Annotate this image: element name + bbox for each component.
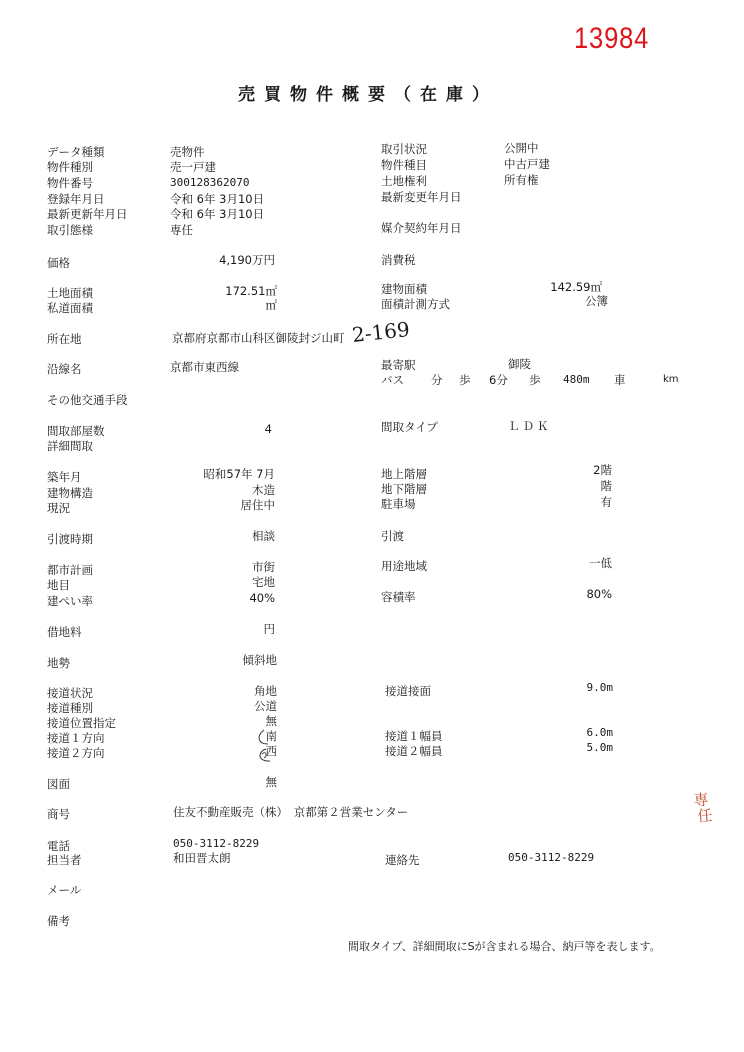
value-private-road: ㎡ [265,298,277,312]
value-layout-type: ＬＤＫ [508,419,552,433]
handwritten-red-stamp [693,791,713,824]
label-handover-time: 引渡時期 [47,532,93,546]
value-handover-time: 相談 [252,529,275,543]
value-measure-method: 公簿 [585,294,608,308]
value-floors-below: 階 [600,479,612,493]
label-brokerage-date: 媒介契約年月日 [381,221,462,235]
value-road-status: 角地 [254,684,277,698]
value-update-date: 令和 6年 3月10日 [170,207,265,221]
label-far: 容積率 [381,590,416,604]
value-road-type: 公道 [254,699,277,713]
label-drawing: 図面 [47,777,70,791]
value-trade-status: 公開中 [504,141,539,155]
label-building-area: 建物面積 [381,282,427,296]
label-room-detail: 詳細間取 [47,439,93,453]
value-structure: 木造 [252,483,275,497]
value-terrain: 傾斜地 [242,653,277,667]
label-land-right: 土地権利 [381,174,427,188]
bus-label: バス [381,373,404,387]
value-line: 京都市東西線 [170,360,239,374]
label-measure-method: 面積計測方式 [381,297,450,311]
label-trade-name: 商号 [47,807,70,821]
label-staff: 担当者 [47,853,82,867]
label-latest-change: 最新変更年月日 [381,190,462,204]
value-floors-above: 2階 [593,463,612,477]
label-current: 現況 [47,501,70,515]
walk-label-2: 歩 [529,373,541,387]
stamp-line2: 任 [696,806,714,826]
label-property-item: 物件種目 [381,158,427,172]
label-coverage: 建ぺい率 [47,594,93,608]
label-land-area: 土地面積 [47,286,93,300]
label-road-position: 接道位置指定 [47,716,116,730]
label-update-date: 最新更新年月日 [47,207,128,221]
value-land-category: 宅地 [252,575,275,589]
value-rooms: 4 [264,422,272,436]
value-property-type: 売一戸建 [170,160,216,174]
label-floors-above: 地上階層 [381,467,427,481]
label-handover: 引渡 [381,529,404,543]
value-road2-dir: 西 [265,744,277,758]
label-layout-type: 間取タイプ [381,420,438,434]
value-zoning: 一低 [589,556,612,570]
value-location: 京都府京都市山科区御陵封ジ山町 [172,331,345,345]
value-parking: 有 [600,495,612,509]
value-frontage: 9.0m [586,681,613,694]
value-deal-mode: 専任 [170,223,193,237]
value-contact: 050-3112-8229 [508,851,595,864]
value-phone: 050-3112-8229 [173,837,260,850]
value-building-area: 142.59㎡ [550,280,602,294]
document-number: 13984 [574,22,650,55]
label-nearest-station: 最寄駅 [381,358,416,372]
label-road2-width: 接道２幅員 [385,744,443,758]
page-title: 売買物件概要（在庫） [238,85,498,105]
value-staff: 和田晋太朗 [173,851,231,865]
value-lease-fee: 円 [263,622,275,636]
label-remarks: 備考 [47,914,70,928]
label-other-transport: その他交通手段 [47,393,128,407]
label-road-type: 接道種別 [47,701,93,715]
label-property-type: 物件種別 [47,160,93,174]
value-road1-width: 6.0m [586,726,613,739]
label-location: 所在地 [47,332,82,346]
value-road-position: 無 [265,714,277,728]
label-line: 沿線名 [47,362,82,376]
value-coverage: 40% [249,591,275,605]
car-km-unit: km [663,374,679,385]
label-land-category: 地目 [47,578,70,592]
value-city-plan: 市街 [252,560,275,574]
label-built: 築年月 [47,470,82,484]
value-trade-name: 住友不動産販売（株） 京都第２営業センター [173,805,409,819]
value-drawing: 無 [265,775,277,789]
stamp-line1: 専 [692,790,710,810]
label-road2-dir: 接道２方向 [47,746,105,760]
label-road-status: 接道状況 [47,686,93,700]
walk-distance: 480m [563,373,590,386]
label-structure: 建物構造 [47,486,93,500]
value-land-area: 172.51㎡ [225,284,277,298]
label-road1-dir: 接道１方向 [47,731,105,745]
label-terrain: 地勢 [47,656,70,670]
value-property-no: 300128362070 [170,176,250,189]
value-far: 80% [586,587,612,601]
label-price: 価格 [47,256,70,270]
walk-minutes: 6分 [489,373,508,387]
car-label: 車 [614,373,626,387]
footer-note: 間取タイプ、詳細間取にSが含まれる場合、納戸等を表します。 [348,940,661,953]
value-road2-width: 5.0m [586,741,613,754]
label-tax: 消費税 [381,253,416,267]
walk-label-1: 歩 [459,373,471,387]
bus-minutes-unit: 分 [431,373,443,387]
label-deal-mode: 取引態様 [47,223,93,237]
label-road1-width: 接道１幅員 [385,729,443,743]
value-nearest-station: 御陵 [508,357,531,371]
value-price: 4,190万円 [219,253,275,267]
label-lease-fee: 借地料 [47,625,82,639]
label-city-plan: 都市計画 [47,563,93,577]
label-zoning: 用途地域 [381,559,427,573]
label-mail: メール [47,883,82,897]
value-data-type: 売物件 [170,145,205,159]
value-current: 居住中 [240,498,275,512]
label-floors-below: 地下階層 [381,482,427,496]
label-private-road: 私道面積 [47,301,93,315]
value-land-right: 所有権 [504,173,539,187]
label-trade-status: 取引状況 [381,142,427,156]
value-property-item: 中古戸建 [504,157,550,171]
handwritten-lot-number: 2-169 [350,317,411,347]
value-built: 昭和57年 7月 [203,467,275,481]
label-phone: 電話 [47,839,70,853]
handwritten-circle-marks [254,722,284,764]
label-rooms: 間取部屋数 [47,424,105,438]
label-parking: 駐車場 [381,497,416,511]
value-reg-date: 令和 6年 3月10日 [170,192,265,206]
label-frontage: 接道接面 [385,684,431,698]
label-data-type: データ種類 [47,145,105,159]
value-road1-dir: 南 [265,729,277,743]
label-contact: 連絡先 [385,853,420,867]
label-property-no: 物件番号 [47,176,93,190]
label-reg-date: 登録年月日 [47,192,105,206]
